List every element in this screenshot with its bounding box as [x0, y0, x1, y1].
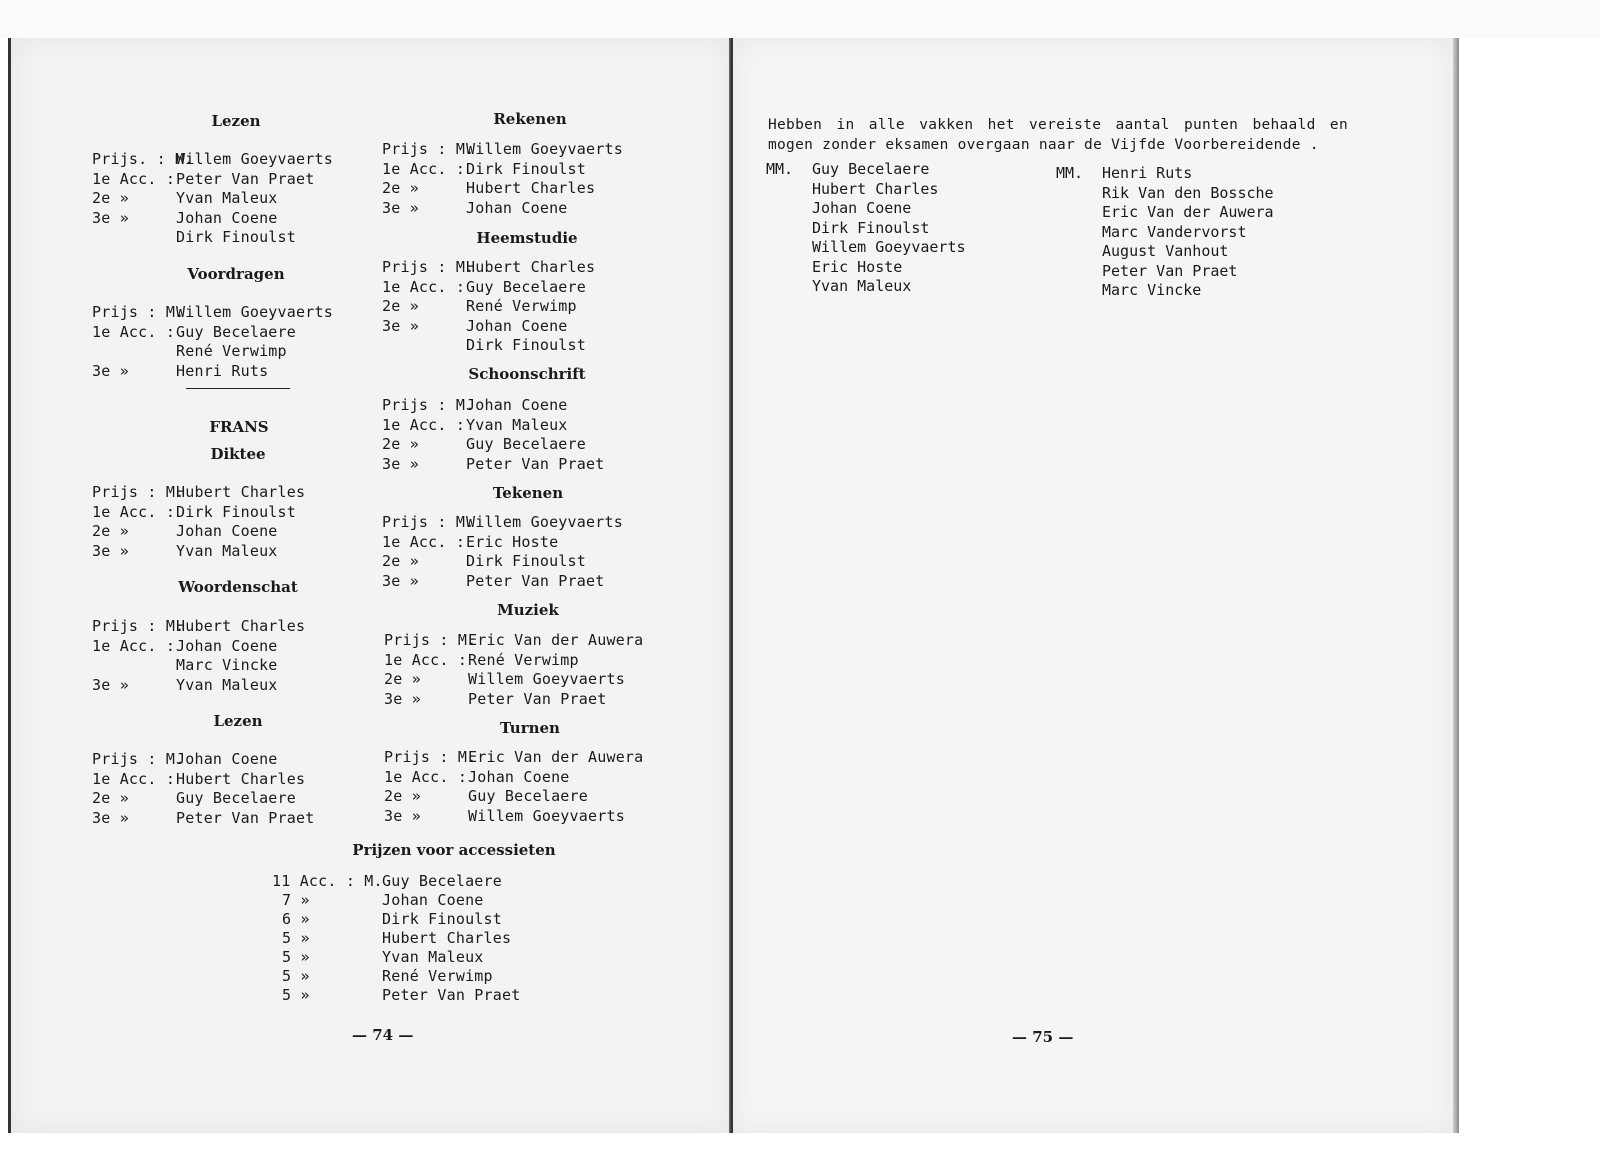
award-row [382, 258, 712, 277]
award-winner-name: Hubert Charles [466, 258, 596, 276]
award-winner-name: Dirk Finoulst [466, 159, 586, 178]
award-rank-label: 3e » [92, 675, 129, 694]
award-winner-name: Peter Van Praet [176, 808, 315, 827]
award-winner-name: Johan Coene [176, 750, 278, 768]
award-winner-name: Johan Coene [466, 396, 568, 414]
accessit-count: 5 » [282, 948, 310, 966]
award-rank-label: Prijs. : M. [92, 150, 194, 168]
award-rank-label: 3e » [384, 689, 421, 708]
section-divider [186, 388, 290, 389]
section-heading: Prijzen voor accessieten [352, 841, 556, 859]
award-winner-name: Marc Vincke [176, 656, 278, 674]
award-winner-name: Willem Goeyvaerts [468, 806, 625, 825]
student-name: Yvan Maleux [812, 277, 912, 295]
section-heading: Rekenen [493, 110, 567, 128]
award-row [92, 637, 422, 656]
award-rank-label: 2e » [382, 435, 419, 453]
award-row [382, 317, 712, 336]
award-rank-label: 3e » [384, 806, 421, 825]
award-rank-label: 2e » [92, 522, 129, 540]
student-name: Hubert Charles [812, 179, 939, 198]
accessit-count: 5 » [282, 986, 310, 1004]
award-rank-label: Prijs : M. [92, 750, 185, 768]
section-heading: Diktee [210, 445, 266, 463]
award-row [382, 179, 712, 198]
award-row [382, 396, 712, 415]
award-winner-name: Peter Van Praet [468, 689, 607, 708]
award-winner-name: Henri Ruts [176, 361, 269, 380]
page-number-left: — 74 — [352, 1026, 414, 1044]
student-name: August Vanhout [1102, 242, 1229, 260]
accessit-name: Dirk Finoulst [382, 910, 502, 928]
award-row [382, 435, 712, 454]
award-row [382, 297, 712, 316]
section-heading: Tekenen [492, 484, 564, 502]
award-row [92, 323, 422, 342]
award-row [92, 806, 422, 828]
award-rank-label: Prijs : M. [384, 631, 477, 649]
accessit-count: 11 Acc. : M. [272, 872, 383, 890]
accessit-name: Peter Van Praet [382, 986, 521, 1004]
section-heading: Heemstudie [476, 229, 578, 247]
award-winner-name: René Verwimp [466, 297, 577, 315]
award-rank-label: Prijs : M. [382, 513, 475, 531]
promoted-student [766, 219, 966, 239]
accessit-count: 7 » [282, 891, 310, 909]
promoted-student [1056, 184, 1274, 204]
language-title: FRANS [209, 418, 269, 436]
award-winner-name: Hubert Charles [176, 617, 306, 635]
award-winner-name: Guy Becelaere [468, 787, 588, 805]
student-name: Eric Hoste [812, 257, 903, 276]
student-name: Marc Vandervorst [1102, 222, 1247, 241]
promoted-student [766, 277, 966, 297]
book-edge-right [1453, 38, 1459, 1133]
award-rank-label: Prijs : M. [92, 617, 185, 635]
page-number-right: — 75 — [1012, 1028, 1074, 1046]
award-row [92, 522, 422, 541]
award-row [384, 768, 714, 787]
award-rank-label: Prijs : M. [382, 258, 475, 276]
award-row [384, 670, 714, 689]
award-row [92, 362, 422, 381]
accessit-row [272, 891, 592, 910]
student-name: Dirk Finoulst [812, 218, 930, 237]
accessit-row [272, 986, 592, 1005]
award-winner-name: Peter Van Praet [466, 571, 605, 590]
award-row [92, 656, 422, 675]
award-winner-name: Eric Van der Auwera [468, 748, 644, 766]
award-row [384, 651, 714, 670]
award-row [92, 503, 422, 522]
award-rank-label: 3e » [92, 361, 129, 380]
award-row [384, 787, 714, 806]
award-rank-label: 1e Acc. : [92, 169, 176, 188]
award-winner-name: Johan Coene [176, 636, 278, 655]
award-winner-name: Guy Becelaere [176, 322, 296, 341]
student-name: Guy Becelaere [812, 160, 930, 178]
award-row [384, 631, 714, 650]
award-rank-label: Prijs : M. [384, 748, 477, 766]
accessit-row [272, 910, 592, 929]
promoted-student-list [1056, 164, 1274, 301]
award-winner-name: Guy Becelaere [176, 789, 296, 807]
accessit-count: 6 » [282, 910, 310, 928]
section-heading: Turnen [500, 719, 560, 737]
award-winner-name: Dirk Finoulst [466, 552, 586, 570]
award-row [384, 807, 714, 826]
award-winner-name: Willem Goeyvaerts [466, 513, 623, 531]
section-heading: Voordragen [187, 265, 285, 283]
award-winner-name: Willem Goeyvaerts [176, 150, 333, 168]
section-heading: Muziek [497, 601, 559, 619]
award-rank-label: 1e Acc. : [382, 532, 466, 551]
award-winner-name: Hubert Charles [176, 769, 306, 788]
award-rank-label: Prijs : M. [382, 396, 475, 414]
award-rank-label: 2e » [382, 179, 419, 197]
award-rank-label: 3e » [382, 198, 419, 217]
award-rank-label: 1e Acc. : [92, 322, 176, 341]
promoted-student [1056, 223, 1274, 243]
award-winner-name: Yvan Maleux [466, 415, 568, 434]
award-row [382, 199, 712, 218]
section-heading: Schoonschrift [468, 365, 586, 383]
section-heading: Woordenschat [178, 578, 298, 596]
award-rank-label: 3e » [382, 454, 419, 473]
promoted-student [1056, 281, 1274, 301]
student-name: Eric Van der Auwera [1102, 203, 1274, 221]
award-row [92, 542, 422, 561]
award-winner-name: Hubert Charles [466, 179, 596, 197]
intro-paragraph: Hebben in alle vakken het vereiste aantal punten behaald en mogen zonder eksamen overgaan naar de Vijfde Voorbereidende . [768, 117, 1348, 153]
award-row [92, 789, 422, 808]
award-row [92, 189, 422, 208]
award-row [382, 336, 712, 355]
award-rank-label: Prijs : M. [382, 140, 475, 158]
award-rank-label: Prijs : M. [92, 483, 185, 501]
award-row [382, 513, 712, 532]
award-winner-name: Willem Goeyvaerts [468, 670, 625, 688]
award-row [382, 552, 712, 571]
award-winner-name: Johan Coene [468, 767, 570, 786]
award-winner-name: Johan Coene [176, 522, 278, 540]
award-row [92, 209, 422, 228]
list-prefix: MM. [766, 160, 794, 178]
award-rank-label: 3e » [92, 208, 129, 227]
award-rank-label: 1e Acc. : [92, 769, 176, 788]
award-winner-name: Dirk Finoulst [176, 502, 296, 521]
promoted-student [1056, 242, 1274, 262]
promoted-student [766, 238, 966, 258]
list-prefix: MM. [1056, 164, 1084, 182]
award-winner-name: Peter Van Praet [466, 454, 605, 473]
award-row [382, 572, 712, 591]
award-winner-name: Johan Coene [176, 208, 278, 227]
award-row [92, 303, 422, 322]
award-winner-name: Yvan Maleux [176, 675, 278, 694]
award-row [382, 160, 712, 179]
award-rank-label: 2e » [92, 789, 129, 807]
award-rank-label: 2e » [382, 297, 419, 315]
award-row [382, 533, 712, 552]
award-row [92, 617, 422, 636]
student-name: Peter Van Praet [1102, 261, 1238, 280]
promoted-student [1056, 262, 1274, 282]
award-rank-label: 1e Acc. : [92, 636, 176, 655]
accessit-name: Guy Becelaere [382, 872, 502, 890]
accessit-row [272, 872, 592, 891]
award-row [92, 170, 422, 189]
accessit-row [272, 967, 592, 986]
award-rank-label: 1e Acc. : [382, 159, 466, 178]
promoted-student [766, 160, 966, 180]
award-rank-label: 3e » [382, 316, 419, 335]
section-heading: Lezen [211, 112, 261, 130]
accessit-row [272, 948, 592, 967]
accessit-row [272, 929, 592, 948]
award-winner-name: Johan Coene [466, 316, 568, 335]
award-row [92, 150, 422, 169]
award-rank-label: 1e Acc. : [92, 502, 176, 521]
promoted-student-list [766, 160, 966, 297]
accessit-name: Johan Coene [382, 891, 484, 909]
award-rank-label: 1e Acc. : [384, 767, 468, 786]
award-rank-label: 3e » [382, 571, 419, 590]
award-winner-name: Eric Van der Auwera [468, 631, 644, 649]
award-winner-name: Peter Van Praet [176, 169, 315, 188]
award-row [92, 770, 422, 789]
award-winner-name: Dirk Finoulst [176, 228, 296, 246]
award-rank-label: 2e » [382, 552, 419, 570]
award-row [382, 455, 712, 474]
student-name: Henri Ruts [1102, 164, 1193, 182]
award-winner-name: Willem Goeyvaerts [176, 303, 333, 321]
award-winner-name: Yvan Maleux [176, 189, 278, 207]
award-winner-name: Dirk Finoulst [466, 336, 586, 354]
award-row [92, 228, 422, 247]
award-row [92, 676, 422, 695]
award-winner-name: René Verwimp [468, 650, 579, 669]
student-name: Johan Coene [812, 199, 912, 217]
award-rank-label: 2e » [384, 787, 421, 805]
award-row [382, 278, 712, 297]
accessit-name: Yvan Maleux [382, 948, 484, 966]
award-row [92, 750, 422, 769]
award-rank-label: 1e Acc. : [382, 277, 466, 296]
award-winner-name: Willem Goeyvaerts [466, 140, 623, 158]
accessit-count: 5 » [282, 967, 310, 985]
award-winner-name: Hubert Charles [176, 483, 306, 501]
award-row [382, 416, 712, 435]
award-row [92, 342, 422, 361]
section-heading: Lezen [213, 712, 263, 730]
promoted-student [1056, 203, 1274, 223]
promoted-student [766, 180, 966, 200]
promoted-student [766, 258, 966, 278]
award-rank-label: 1e Acc. : [382, 415, 466, 434]
award-rank-label: 2e » [92, 189, 129, 207]
student-name: Marc Vincke [1102, 281, 1202, 299]
student-name: Rik Van den Bossche [1102, 183, 1274, 202]
award-row [384, 690, 714, 709]
promoted-student [766, 199, 966, 219]
award-winner-name: René Verwimp [176, 342, 287, 360]
award-row [384, 748, 714, 767]
accessit-name: Hubert Charles [382, 929, 512, 947]
award-winner-name: Johan Coene [466, 198, 568, 217]
award-row [92, 483, 422, 502]
accessit-count: 5 » [282, 929, 310, 947]
award-rank-label: 3e » [92, 808, 129, 827]
student-name: Willem Goeyvaerts [812, 238, 966, 256]
award-rank-label: 2e » [384, 670, 421, 688]
award-rank-label: Prijs : M. [92, 303, 185, 321]
award-rank-label: 1e Acc. : [384, 650, 468, 669]
award-winner-name: Eric Hoste [466, 532, 559, 551]
award-rank-label: 3e » [92, 541, 129, 560]
award-winner-name: Guy Becelaere [466, 435, 586, 453]
award-winner-name: Yvan Maleux [176, 541, 278, 560]
award-row [382, 140, 712, 159]
award-winner-name: Guy Becelaere [466, 277, 586, 296]
promoted-student [1056, 164, 1274, 184]
background-top [0, 0, 1600, 38]
accessit-name: René Verwimp [382, 967, 493, 985]
